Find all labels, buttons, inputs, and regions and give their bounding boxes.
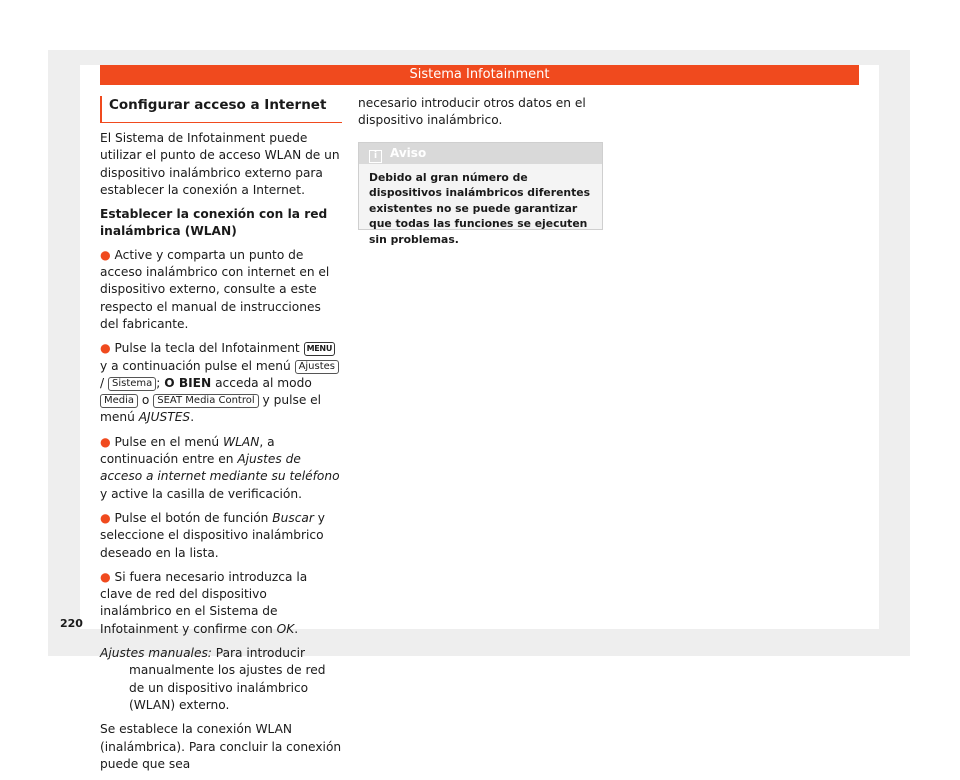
- step-2: [100, 340, 342, 426]
- step-5-period: .: [294, 621, 299, 636]
- continued-paragraph: necesario introducir otros datos en el dispositivo inalámbrico.: [358, 96, 586, 128]
- step-2-text-d: acceda al modo: [215, 375, 312, 390]
- step-4-text-a: Pulse el botón de función: [114, 510, 269, 525]
- notice-box: [358, 142, 603, 246]
- section-title: Configurar acceso a Internet: [100, 96, 342, 123]
- step-1-text: Active y comparta un punto de acceso inalámbrico con internet en el dispositivo externo, consulte a este respecto el manual de instrucciones del fabricante.: [100, 247, 330, 331]
- step-4: [100, 510, 342, 562]
- step-5-ok: OK: [276, 621, 295, 636]
- closing-paragraph: Se establece la conexión WLAN (inalámbrica). Para concluir la conexión puede que sea: [100, 722, 342, 771]
- step-2-period: .: [190, 410, 195, 425]
- manual-settings-label: Ajustes manuales:: [100, 646, 212, 661]
- sistema-key: Sistema: [108, 377, 156, 391]
- bullet-icon: ●: [100, 434, 111, 449]
- chapter-header: Sistema Infotainment: [100, 65, 859, 85]
- subheading: Establecer la conexión con la red inalámbrica (WLAN): [100, 207, 328, 239]
- step-3: [100, 434, 342, 503]
- step-3-text-c: y active la casilla de verificación.: [100, 486, 302, 501]
- step-2-obien: O BIEN: [164, 375, 212, 390]
- info-icon: i: [369, 150, 382, 163]
- step-3-text-b: , a continuación entre en: [100, 434, 275, 467]
- step-2-text-e: o: [141, 393, 150, 408]
- media-key: Media: [100, 394, 138, 408]
- step-3-text-a: Pulse en el menú: [114, 434, 220, 449]
- step-1: [100, 247, 342, 333]
- step-2-text-f: y pulse el menú: [100, 393, 322, 425]
- menu-key: MENU: [304, 342, 335, 356]
- step-5-text-a: Si fuera necesario introduzca la clave de red del dispositivo inalámbrico en el Sistema de Infotainment y confirme con: [100, 569, 308, 636]
- step-4-buscar: Buscar: [272, 510, 314, 525]
- page-number: 220: [60, 617, 83, 630]
- bullet-icon: ●: [100, 247, 111, 262]
- step-2-slash: /: [100, 375, 105, 390]
- step-2-semicolon: ;: [156, 375, 161, 390]
- notice-body: Debido al gran número de dispositivos inalámbricos diferentes existentes no se puede garantizar que todas las funciones se ejecuten sin problemas.: [369, 171, 590, 246]
- step-2-text-a: Pulse la tecla del Infotainment: [114, 341, 300, 356]
- notice-header: [359, 143, 602, 164]
- manual-settings: [100, 645, 342, 714]
- step-4-text-b: y seleccione el dispositivo inalámbrico deseado en la lista.: [100, 510, 325, 560]
- middle-column: [358, 95, 601, 137]
- notice-title: Aviso: [390, 146, 427, 160]
- manual-settings-text: Para introducir manualmente los ajustes de red de un dispositivo inalámbrico (WLAN) externo.: [129, 646, 326, 712]
- bullet-icon: ●: [100, 569, 111, 584]
- step-3-ajustes-acceso: Ajustes de acceso a internet mediante su teléfono: [100, 452, 340, 484]
- left-column: [100, 96, 342, 780]
- ajustes-key: Ajustes: [295, 360, 339, 374]
- step-2-menu-ajustes: AJUSTES: [138, 410, 191, 425]
- step-5: [100, 569, 342, 638]
- bullet-icon: ●: [100, 510, 111, 525]
- intro-paragraph: El Sistema de Infotainment puede utilizar el punto de acceso WLAN de un dispositivo inalámbrico externo para establecer la conexión a Internet.: [100, 131, 340, 197]
- bullet-icon: ●: [100, 341, 111, 356]
- step-3-wlan: WLAN: [223, 434, 260, 449]
- step-2-text-b: y a continuación pulse el menú: [100, 358, 291, 373]
- seat-media-control-key: SEAT Media Control: [153, 394, 258, 408]
